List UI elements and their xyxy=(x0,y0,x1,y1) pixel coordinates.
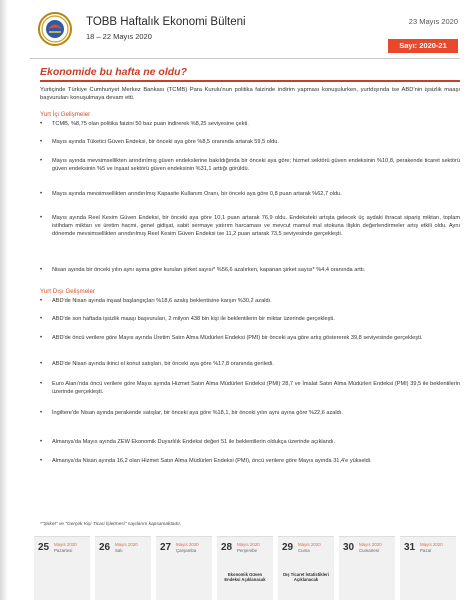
domestic-heading: Yurt İçi Gelişmeler xyxy=(40,111,91,118)
header-divider xyxy=(30,58,460,59)
bullet-icon: • xyxy=(40,215,43,221)
calendar-day xyxy=(34,536,90,600)
day-number: 27 xyxy=(160,542,172,553)
day-number: 28 xyxy=(221,542,233,553)
calendar-day xyxy=(217,536,273,600)
bullet-icon: • xyxy=(40,381,43,387)
main-title: Ekonomide bu hafta ne oldu? xyxy=(40,66,187,78)
calendar-day xyxy=(95,536,151,600)
day-month: Mayıs 2020 xyxy=(298,542,321,547)
domestic-item: • Nisan ayında bir önceki yılın aynı ayına göre kurulan şirket sayısı* %56,6 azalırken, kapanan şirket sayısı* %4,4 oranında arttı. xyxy=(40,267,366,273)
day-weekday: Salı xyxy=(115,548,123,553)
page-edge-shadow xyxy=(0,0,8,600)
bullet-icon: • xyxy=(40,458,43,464)
bullet-icon: • xyxy=(40,335,43,341)
day-weekday: Cumartesi xyxy=(359,548,380,553)
domestic-item: • TCMB, %8,75 olan politika faizini 50 baz puan indirerek %8,25 seviyesine çekti. xyxy=(40,121,249,127)
calendar-day xyxy=(400,536,456,600)
bullet-icon: • xyxy=(40,410,43,416)
day-number: 31 xyxy=(404,542,416,553)
issue-badge: Sayı: 2020-21 xyxy=(388,39,458,53)
foreign-item: • Almanya'da Mayıs ayında ZEW Ekonomik Duyarlılık Endeksi değeri 51 ile beklentilerin oldukça üzerinde açıklandı. xyxy=(40,439,336,445)
foreign-item: • İngiltere'de Nisan ayında perakende satışlar, bir önceki aya göre %18,1, bir önceki yılın aynı ayına göre %22,6 azaldı. xyxy=(40,410,343,416)
domestic-item: • Mayıs ayında Reel Kesim Güven Endeksi, bir önceki aya göre 10,1 puan artarak 76,9 oldu. Endeksteki artışta gelecek üç aydaki ihracat sipariş miktarı, toplam istihdam miktarı ve üretim hacmi, genel gidişat, sabit sermaye yatırım harcaması ve mevcut mamul mal stokuna ilişkin değerlendirmeler artış etkili oldu. Aynı dönemde mevsimsellikten arındırılmış Reel Kesim Güven Endeksi ise 11,2 puan artarak 73,5 seviyesinde gerçekleşti. xyxy=(40,215,460,237)
day-event: Ekonomik Güven Endeksi Açıklanacak xyxy=(224,572,266,583)
day-month: Mayıs 2020 xyxy=(237,542,260,547)
day-number: 25 xyxy=(38,542,50,553)
bullet-icon: • xyxy=(40,298,43,304)
calendar-day xyxy=(278,536,334,600)
day-month: Mayıs 2020 xyxy=(54,542,77,547)
foreign-heading: Yurt Dışı Gelişmeler xyxy=(40,288,96,295)
day-weekday: Cuma xyxy=(298,548,310,553)
domestic-item: • Mayıs ayında mevsimsellikten arındırılmış Kapasite Kullanım Oranı, bir önceki aya göre 0,8 puan artarak %62,7 oldu. xyxy=(40,191,342,197)
bullet-icon: • xyxy=(40,361,43,367)
day-month: Mayıs 2020 xyxy=(420,542,443,547)
bullet-icon: • xyxy=(40,316,43,322)
day-number: 29 xyxy=(282,542,294,553)
publication-date: 23 Mayıs 2020 xyxy=(408,17,458,26)
title-rule xyxy=(40,80,460,82)
bullet-icon: • xyxy=(40,158,43,164)
day-weekday: Çarşamba xyxy=(176,548,197,553)
foreign-item: • ABD'de son haftada işsizlik maaşı başvuruları, 2 milyon 438 bin kişi ile beklentilerin bir miktar üzerinde gerçekleşti. xyxy=(40,316,335,322)
intro-paragraph: Yurtiçinde Türkiye Cumhuriyet Merkez Bankası (TCMB) Para Kurulu'nun politika faizinde indirim yapması konuşulurken, yurtdışında ise ABD'nin işsizlik maaşı başvuruları konuşulmaya devam etti. xyxy=(40,87,460,102)
foreign-item: • Almanya'da Nisan ayında 16,2 olan Hizmet Satın Alma Müdürleri Endeksi (PMI), öncü verilere göre Mayıs ayında 31,4'e yükseldi. xyxy=(40,458,372,464)
bullet-icon: • xyxy=(40,121,43,127)
bullet-icon: • xyxy=(40,139,43,145)
foreign-item: • ABD'de öncü verilere göre Mayıs ayında Üretim Satın Alma Müdürleri Endeksi (PMI) bir önceki aya göre artış göstererek 39,8 seviyesinde gerçekleşti. xyxy=(40,335,423,341)
weekly-calendar xyxy=(34,536,460,600)
foreign-item: • ABD'de Nisan ayında inşaat başlangıçları %18,6 azalış beklentisine karşın %30,2 azaldı. xyxy=(40,298,272,304)
day-month: Mayıs 2020 xyxy=(359,542,382,547)
footnote: *"Şirket" ve "Gerçek Kişi Ticari İşletmesi" sayılarını kapsamaktadır. xyxy=(40,522,182,527)
day-month: Mayıs 2020 xyxy=(115,542,138,547)
day-number: 26 xyxy=(99,542,111,553)
bullet-icon: • xyxy=(40,439,43,445)
bullet-icon: • xyxy=(40,267,43,273)
domestic-item: • Mayıs ayında Tüketici Güven Endeksi, bir önceki aya göre %8,5 oranında artarak 59,5 oldu. xyxy=(40,139,279,145)
day-weekday: Perşembe xyxy=(237,548,258,553)
foreign-item: • ABD'de Nisan ayında ikinci el konut satışları, bir önceki aya göre %17,8 oranında geriledi. xyxy=(40,361,274,367)
day-month: Mayıs 2020 xyxy=(176,542,199,547)
tobb-logo-icon xyxy=(38,12,72,46)
calendar-day xyxy=(156,536,212,600)
domestic-item: • Mayıs ayında mevsimsellikten arındırılmış güven endekslerine bakıldığında bir önceki aya göre; hizmet sektörü güven endeksinin %10,8, perakende ticaret sektörü güven endeksinin %5 ve inşaat sektörü güven endeksinin %31,1 arttığı görüldü. xyxy=(40,158,460,172)
day-number: 30 xyxy=(343,542,355,553)
day-weekday: Pazar xyxy=(420,548,432,553)
bullet-icon: • xyxy=(40,191,43,197)
bulletin-date-range: 18 – 22 Mayıs 2020 xyxy=(86,32,152,41)
bulletin-title: TOBB Haftalık Ekonomi Bülteni xyxy=(86,16,246,28)
bulletin-header xyxy=(38,10,458,60)
day-weekday: Pazartesi xyxy=(54,548,73,553)
calendar-day xyxy=(339,536,395,600)
foreign-item: • Euro Alanı'nda öncü verilere göre Mayıs ayında Hizmet Satın Alma Müdürleri Endeksi (PMI) 28,7 ve İmalat Satın Alma Müdürleri Endeksi (PMI) 39,5 ile beklentilerin üzerinde gerçekleşti. xyxy=(40,381,460,395)
day-event: Dış Ticaret İstatistikleri Açıklanacak xyxy=(283,572,329,583)
